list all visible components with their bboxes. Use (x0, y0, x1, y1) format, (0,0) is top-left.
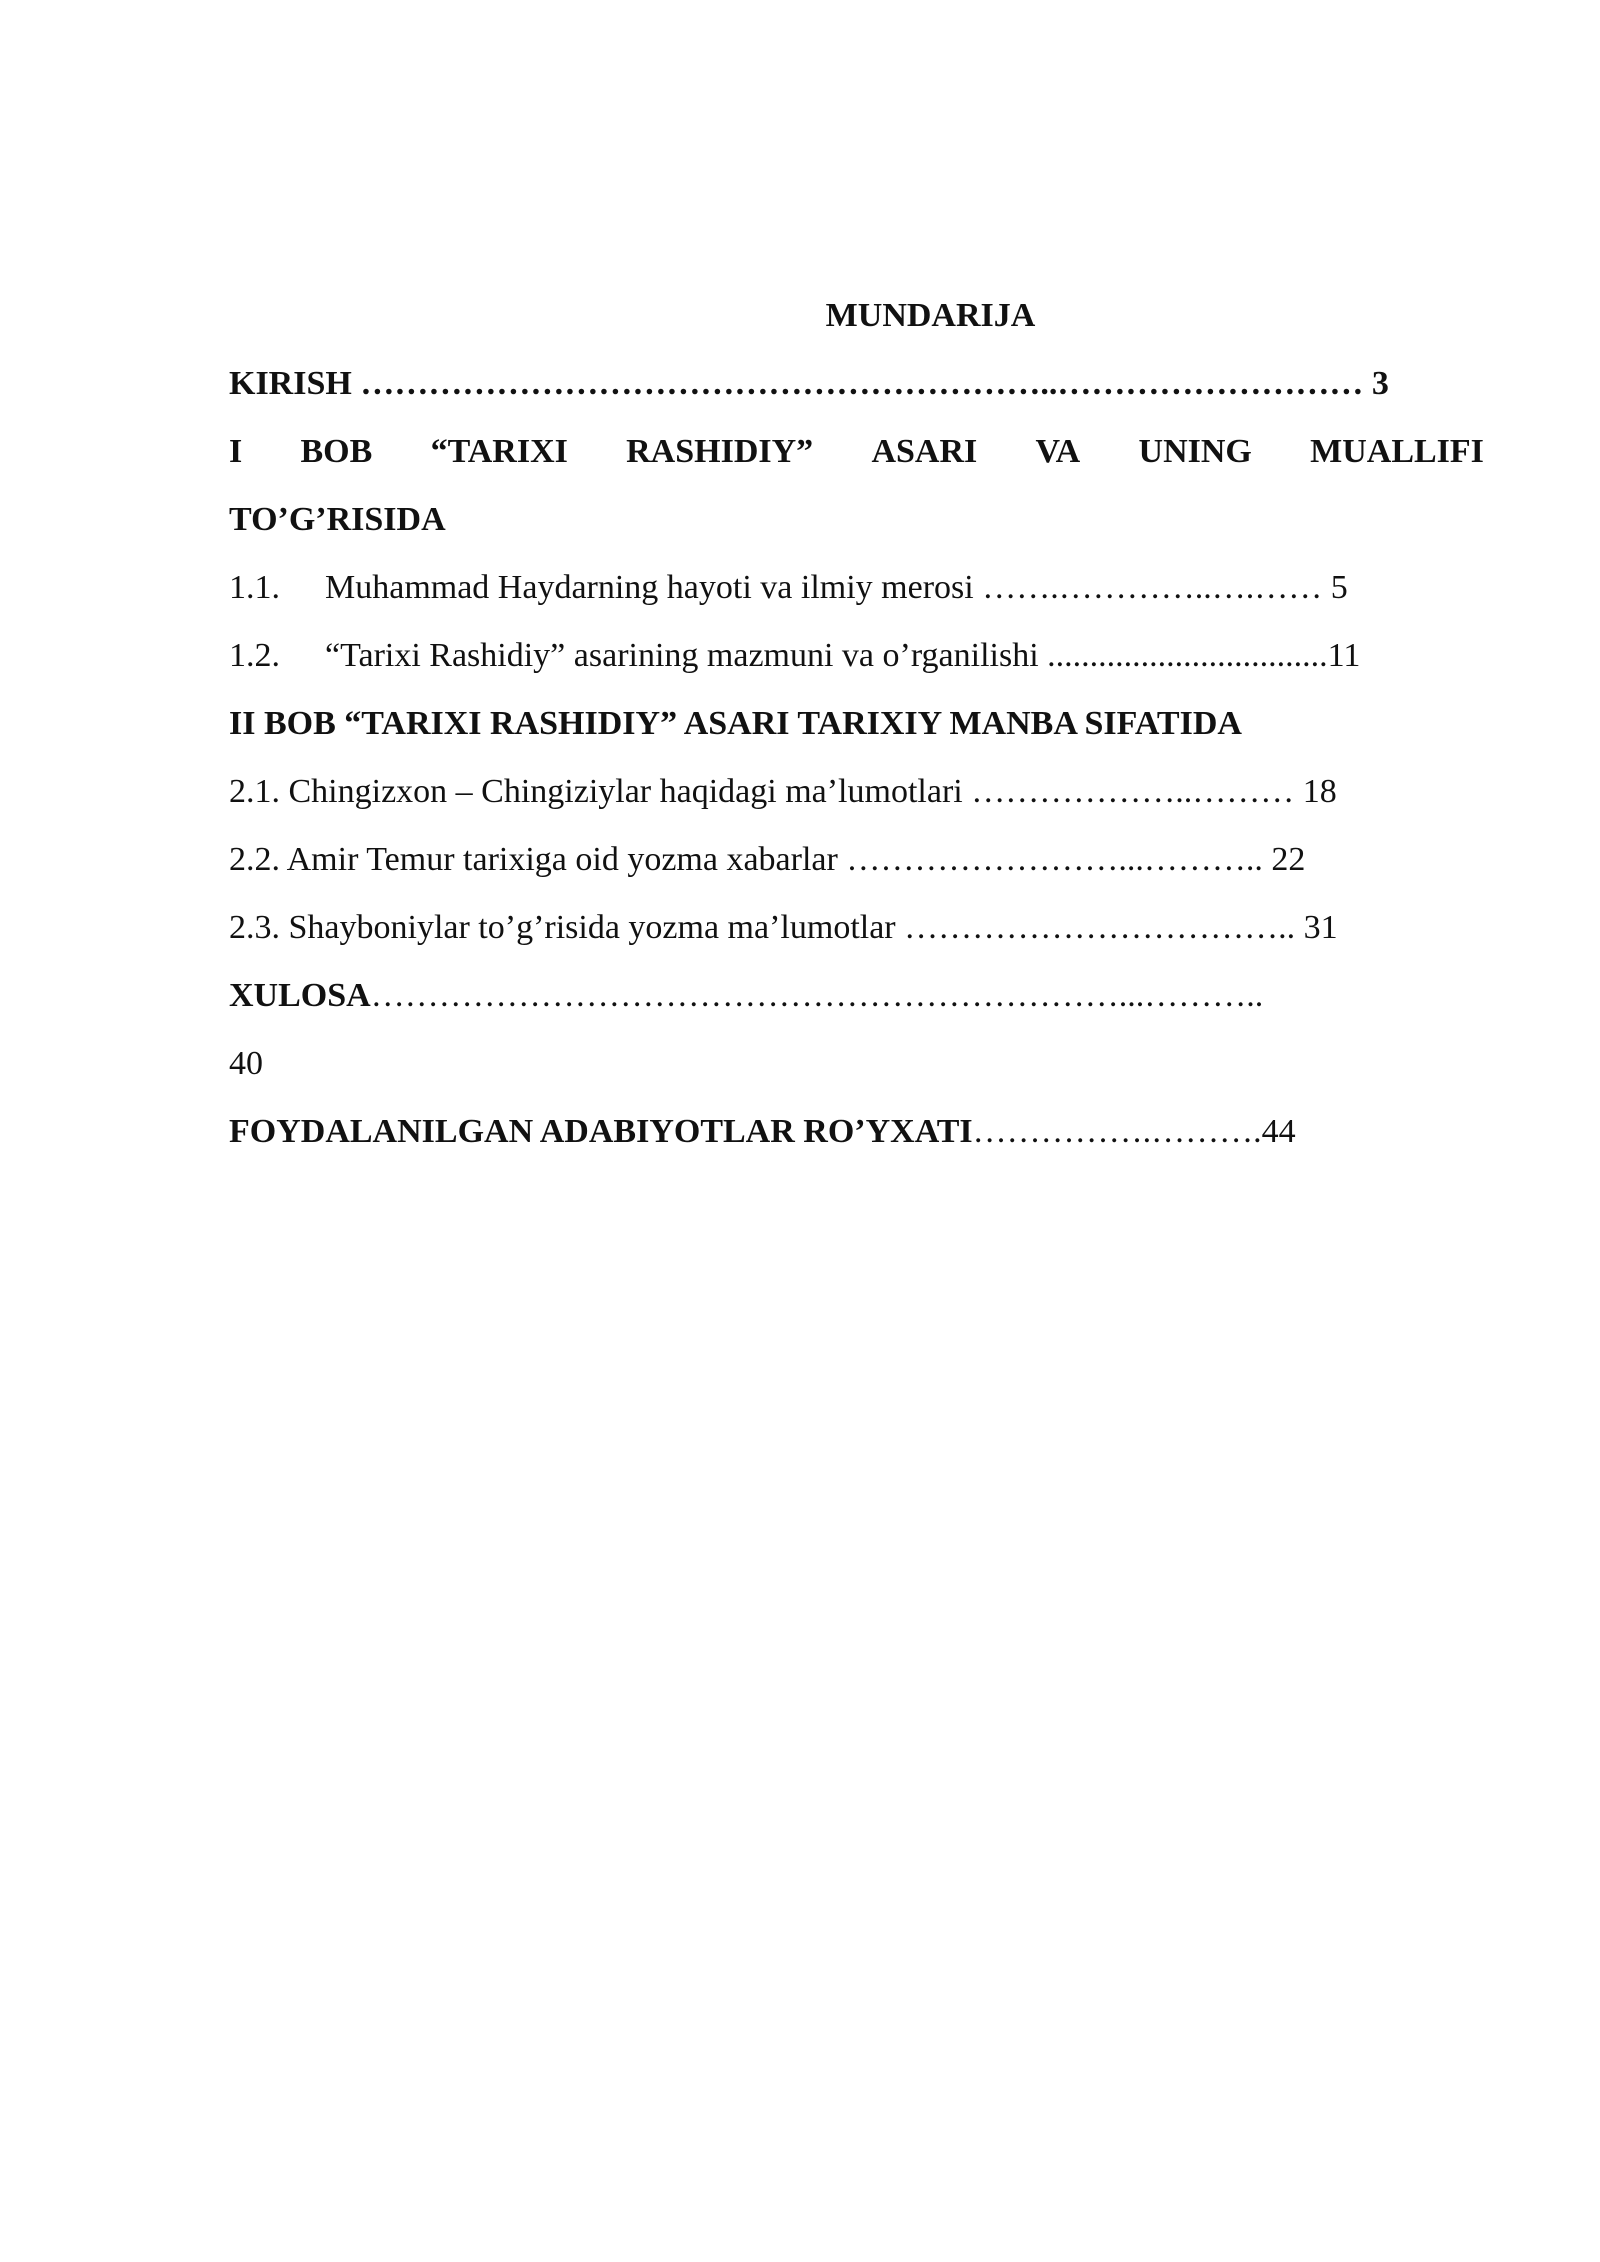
toc-chapter-1-word: “TARIXI (430, 433, 568, 470)
toc-title: MUNDARIJA (825, 297, 1036, 334)
toc-section-2-1: 2.1. Chingizxon – Chingiziylar haqidagi ma’lumotlari ………………..……… 18 (229, 773, 1337, 810)
toc-section-1-1 (229, 554, 1484, 622)
toc-chapter-1-word: MUALLIFI (1310, 433, 1484, 470)
toc-entry-kirish-text: KIRISH ……………………………………………………..……………………… 3 (229, 365, 1389, 402)
toc-entry-bibliography-label: FOYDALANILGAN ADABIYOTLAR RO’YXATI (229, 1113, 973, 1150)
table-of-contents (229, 282, 1484, 1166)
toc-chapter-1-word: RASHIDIY” (626, 433, 814, 470)
toc-entry-xulosa-label: XULOSA (229, 977, 371, 1014)
toc-chapter-1 (229, 418, 1484, 486)
toc-entry-bibliography-dots: …………….………. (972, 1113, 1262, 1150)
toc-section-2-2: 2.2. Amir Temur tarixiga oid yozma xabarlar ……………………...……….. 22 (229, 841, 1306, 878)
toc-chapter-1-word: I (229, 433, 243, 470)
toc-chapter-1-continuation: TO’G’RISIDA (229, 501, 446, 538)
toc-section-2-3: 2.3. Shayboniylar to’g’risida yozma ma’lumotlar …………………………….. 31 (229, 909, 1338, 946)
toc-section-number: 1.2. (229, 637, 280, 674)
toc-section-text: “Tarixi Rashidiy” asarining mazmuni va o’rganilishi .................................11 (325, 637, 1361, 674)
toc-chapter-2: II BOB “TARIXI RASHIDIY” ASARI TARIXIY MANBA SIFATIDA (229, 705, 1242, 742)
toc-section-number: 1.1. (229, 569, 280, 606)
toc-entry-xulosa-dots: …………………………………………………………...……….. (370, 977, 1264, 1014)
toc-chapter-1-word: UNING (1138, 433, 1252, 470)
toc-entry-xulosa-page: 40 (229, 1045, 263, 1082)
toc-entry-xulosa (229, 962, 1484, 1030)
toc-entry-kirish (229, 350, 1484, 418)
toc-entry-bibliography-page: 44 (1261, 1113, 1296, 1150)
toc-section-1-2 (229, 622, 1484, 690)
toc-entry-bibliography (229, 1098, 1484, 1166)
toc-chapter-1-word: ASARI (871, 433, 978, 470)
toc-chapter-1-word: BOB (300, 433, 373, 470)
toc-section-text: Muhammad Haydarning hayoti va ilmiy merosi …….…………..….…… 5 (325, 569, 1348, 606)
toc-chapter-1-word: VA (1035, 433, 1081, 470)
